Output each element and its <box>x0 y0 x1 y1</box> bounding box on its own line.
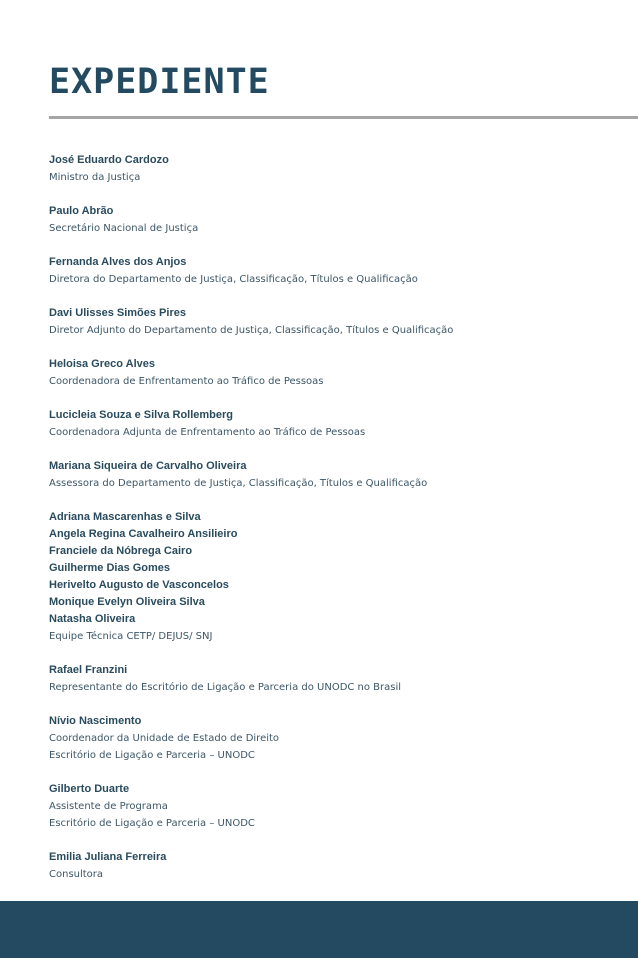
credits-list <box>49 152 629 900</box>
person-role: Assessora do Departamento de Justiça, Classificação, Títulos e Qualificação <box>49 478 428 489</box>
person-role: Consultora <box>49 869 104 880</box>
page-title: EXPEDIENTE <box>49 62 270 102</box>
credit-entry <box>49 509 629 645</box>
person-name: Nívio Nascimento <box>49 715 142 727</box>
person-role: Equipe Técnica CETP/ DEJUS/ SNJ <box>49 631 213 642</box>
person-name: Adriana Mascarenhas e Silva <box>49 511 201 523</box>
person-role: Assistente de Programa <box>49 801 168 812</box>
credit-entry <box>49 662 629 696</box>
credit-entry <box>49 203 629 237</box>
person-role: Secretário Nacional de Justiça <box>49 223 199 234</box>
credit-entry <box>49 713 629 764</box>
title-divider <box>49 116 638 119</box>
credit-entry <box>49 781 629 832</box>
credit-entry <box>49 458 629 492</box>
person-name: Heloisa Greco Alves <box>49 358 155 370</box>
footer-band <box>0 901 638 958</box>
person-name: Monique Evelyn Oliveira Silva <box>49 596 205 608</box>
credit-entry <box>49 407 629 441</box>
person-name: Rafael Franzini <box>49 664 128 676</box>
person-name: Gilberto Duarte <box>49 783 130 795</box>
person-name: Guilherme Dias Gomes <box>49 562 171 574</box>
person-name: Herivelto Augusto de Vasconcelos <box>49 579 229 591</box>
person-name: Emilia Juliana Ferreira <box>49 851 167 863</box>
person-name: Paulo Abrão <box>49 205 114 217</box>
person-name: Franciele da Nóbrega Cairo <box>49 545 193 557</box>
person-name: Mariana Siqueira de Carvalho Oliveira <box>49 460 247 472</box>
person-name: José Eduardo Cardozo <box>49 154 169 166</box>
person-role: Coordenadora Adjunta de Enfrentamento ao Tráfico de Pessoas <box>49 427 366 438</box>
credit-entry <box>49 849 629 883</box>
person-role: Representante do Escritório de Ligação e Parceria do UNODC no Brasil <box>49 682 402 693</box>
person-role: Diretora do Departamento de Justiça, Classificação, Títulos e Qualificação <box>49 274 418 285</box>
credit-entry <box>49 305 629 339</box>
credit-entry <box>49 254 629 288</box>
person-role: Diretor Adjunto do Departamento de Justiça, Classificação, Títulos e Qualificação <box>49 325 454 336</box>
person-name: Lucicleia Souza e Silva Rollemberg <box>49 409 234 421</box>
person-role: Ministro da Justiça <box>49 172 141 183</box>
credit-entry <box>49 152 629 186</box>
credit-entry <box>49 356 629 390</box>
person-role: Escritório de Ligação e Parceria – UNODC <box>49 750 255 761</box>
person-name: Angela Regina Cavalheiro Ansilieiro <box>49 528 238 540</box>
person-name: Natasha Oliveira <box>49 613 136 625</box>
person-role: Coordenadora de Enfrentamento ao Tráfico de Pessoas <box>49 376 324 387</box>
person-name: Fernanda Alves dos Anjos <box>49 256 187 268</box>
person-role: Escritório de Ligação e Parceria – UNODC <box>49 818 255 829</box>
person-role: Coordenador da Unidade de Estado de Direito <box>49 733 280 744</box>
person-name: Davi Ulisses Simões Pires <box>49 307 186 319</box>
